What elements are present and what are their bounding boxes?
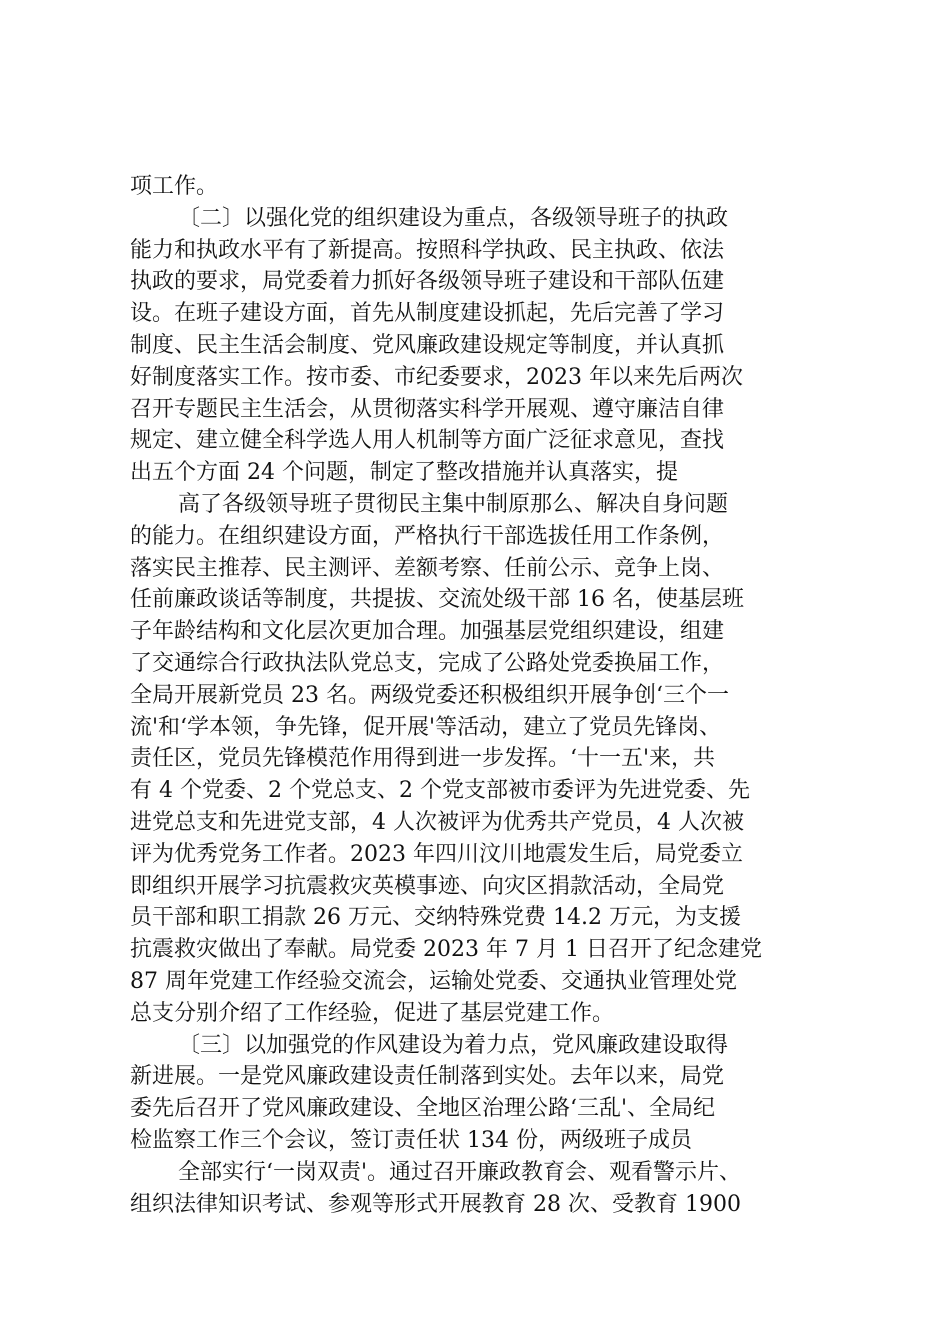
- text-line: 新进展。一是党风廉政建设责任制落到实处。去年以来，局党: [130, 1064, 725, 1090]
- text-line: 总支分别介绍了工作经验，促进了基层党建工作。: [130, 1000, 615, 1026]
- text-line: 出五个方面 24 个问题，制定了整改措施并认真落实，提: [130, 460, 678, 486]
- text-line: 执政的要求，局党委着力抓好各级领导班子建设和干部队伍建: [130, 269, 725, 295]
- text-line: 任前廉政谈话等制度，共提拔、交流处级干部 16 名，使基层班: [130, 587, 744, 613]
- text-line: 即组织开展学习抗震救灾英模事迹、向灾区捐款活动，全局党: [130, 873, 725, 899]
- text-line: 了交通综合行政执法队党总支，完成了公路处党委换届工作，: [130, 650, 725, 676]
- body-text: [130, 171, 830, 1220]
- paragraph-start-line: 全部实行‘一岗双责'。通过召开廉政教育会、观看警示片、: [178, 1159, 742, 1185]
- text-line: 组织法律知识考试、参观等形式开展教育 28 次、受教育 1900: [130, 1191, 741, 1217]
- text-line: 落实民主推荐、民主测评、差额考察、任前公示、竞争上岗、: [130, 555, 725, 581]
- text-line: 有 4 个党委、2 个党总支、2 个党支部被市委评为先进党委、先: [130, 778, 750, 804]
- text-line: 员干部和职工捐款 26 万元、交纳特殊党费 14.2 万元，为支援: [130, 905, 741, 931]
- text-line: 流'和‘学本领，争先锋，促开展'等活动，建立了党员先锋岗、: [130, 714, 722, 740]
- text-line: 子年龄结构和文化层次更加合理。加强基层党组织建设，组建: [130, 619, 725, 645]
- text-line: 能力和执政水平有了新提高。按照科学执政、民主执政、依法: [130, 237, 725, 263]
- paragraph-start-line: 〔三〕以加强党的作风建设为着力点，党风廉政建设取得: [178, 1032, 729, 1058]
- text-line: 规定、建立健全科学选人用人机制等方面广泛征求意见，查找: [130, 428, 725, 454]
- text-line: 87 周年党建工作经验交流会，运输处党委、交通执业管理处党: [130, 968, 737, 994]
- text-line: 项工作。: [130, 174, 219, 199]
- text-line: 的能力。在组织建设方面，严格执行干部选拔任用工作条例，: [130, 523, 725, 549]
- text-line: 召开专题民主生活会，从贯彻落实科学开展观、遵守廉洁自律: [130, 396, 725, 422]
- text-line: 评为优秀党务工作者。2023 年四川汶川地震发生后，局党委立: [130, 841, 743, 867]
- text-line: 进党总支和先进党支部，4 人次被评为优秀共产党员，4 人次被: [130, 809, 744, 835]
- text-line: 好制度落实工作。按市委、市纪委要求，2023 年以来先后两次: [130, 364, 743, 390]
- text-line: 抗震救灾做出了奉献。局党委 2023 年 7 月 1 日召开了纪念建党: [130, 937, 762, 963]
- text-line: 全局开展新党员 23 名。两级党委还积极组织开展争创‘三个一: [130, 682, 729, 708]
- text-line: 检监察工作三个会议，签订责任状 134 份，两级班子成员: [130, 1127, 692, 1153]
- text-line: 制度、民主生活会制度、党风廉政建设规定等制度，并认真抓: [130, 332, 725, 358]
- text-line: 委先后召开了党风廉政建设、全地区治理公路‘三乱'、全局纪: [130, 1096, 716, 1122]
- text-line: 设。在班子建设方面，首先从制度建设抓起，先后完善了学习: [130, 301, 725, 327]
- text-line: 责任区，党员先锋模范作用得到进一步发挥。‘十一五'来，共: [130, 746, 716, 772]
- paragraph-start-line: 〔二〕以强化党的组织建设为重点，各级领导班子的执政: [178, 205, 729, 231]
- paragraph-start-line: 高了各级领导班子贯彻民主集中制原那么、解决自身问题: [178, 491, 729, 517]
